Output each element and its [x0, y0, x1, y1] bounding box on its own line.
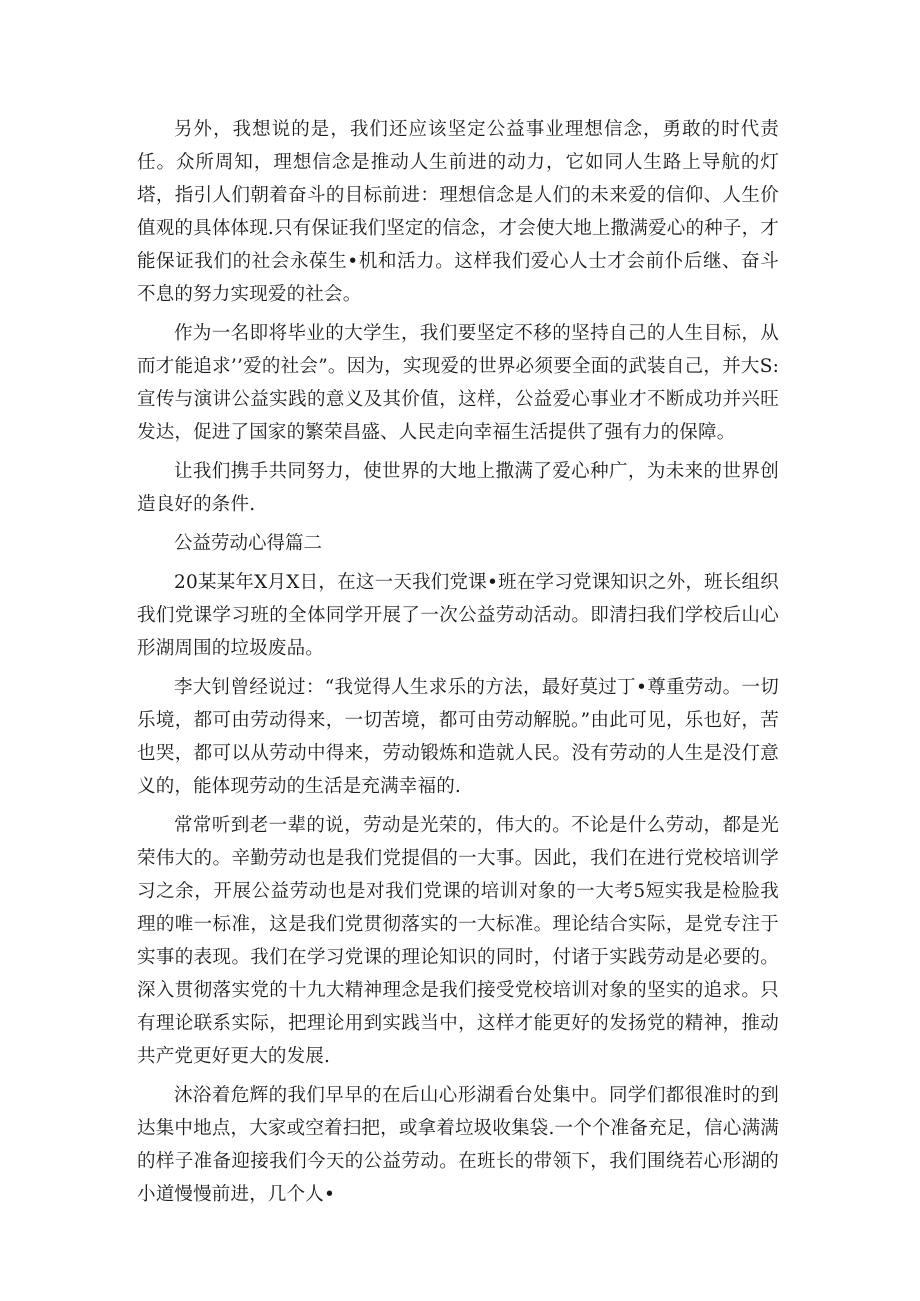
paragraph-quote: 李大钊曾经说过：“我觉得人生求乐的方法，最好莫过丁•尊重劳动。一切乐境，都可由劳动得来，一切苦境，都可由劳动解脱。”由此可见，乐也好，苦也哭，都可以从劳动中得来，劳动锻炼和造就人民。没有劳动的人生是没仃意义的，能体现劳动的生活是充满幸福的. [137, 677, 779, 797]
paragraph-morning: 沐浴着危辉的我们早早的在后山心形湖看台处集中。同学们都很准时的到达集中地点，大家或空着扫把，或拿着垃圾收集袋.一个个准备充足，信心满满的样子准备迎接我们今天的公益劳动。在班长的带领下，我们围绕若心形湖的小道慢慢前进，几个人• [137, 1085, 779, 1205]
paragraph-together: 让我们携手共同努力，使世界的大地上撒满了爱心种广，为未来的世界创造良好的条件. [137, 461, 779, 515]
paragraph-date: 20某某年X月X日，在这一天我们党课•班在学习党课知识之外，班长组织我们党课学习班的全体同学开展了一次公益劳动活动。即清扫我们学校后山心形湖周围的垃圾废品。 [137, 572, 779, 659]
paragraph-ideals: 另外，我想说的是，我们还应该坚定公益事业理想信念，勇敢的时代责任。众所周知，理想信念是推动人生前进的动力，它如同人生路上导航的灯塔，指引人们朝着奋斗的目标前进：理想信念是人们的未来爱的信仰、人生价值观的具体体现.只有保证我们坚定的信念，才会使大地上撒满爱心的种子，才能保证我们的社会永葆生•机和活力。这样我们爱心人士才会前仆后继、奋斗不息的努力实现爱的社会。 [137, 119, 779, 305]
paragraph-labor: 常常听到老一辈的说，劳动是光荣的，伟大的。不论是什么劳动，都是光荣伟大的。辛勤劳动也是我们党提倡的一大事。因此，我们在进行党校培训学习之余，开展公益劳动也是对我们党课的培训对象的一大考5短实我是检脸我理的唯一标准，这是我们党贯彻落实的一大标准。理论结合实际，是党专注于实事的表现。我们在学习党课的理论知识的同时，付诸于实践劳动是必要的。深入贯彻落实党的十九大精神理念是我们接受党校培训对象的坚实的追求。只有理论联系实际，把理论用到实践当中，这样才能更好的发扬党的精神，推动共产党更好更大的发展. [137, 815, 779, 1067]
paragraph-graduate: 作为一名即将毕业的大学生，我们要坚定不移的坚持自己的人生目标，从而才能追求’’爱的社会”。因为，实现爱的世界必须要全面的武装自己，并大S:宣传与演讲公益实践的意义及其价值，这样，公益爱心事业才不断成功并兴旺发达，促进了国家的繁荣昌盛、人民走向幸福生活提供了强有力的保障。 [137, 323, 779, 443]
section-title: 公益劳动心得篇二 [174, 533, 323, 554]
document-page [137, 113, 779, 1217]
